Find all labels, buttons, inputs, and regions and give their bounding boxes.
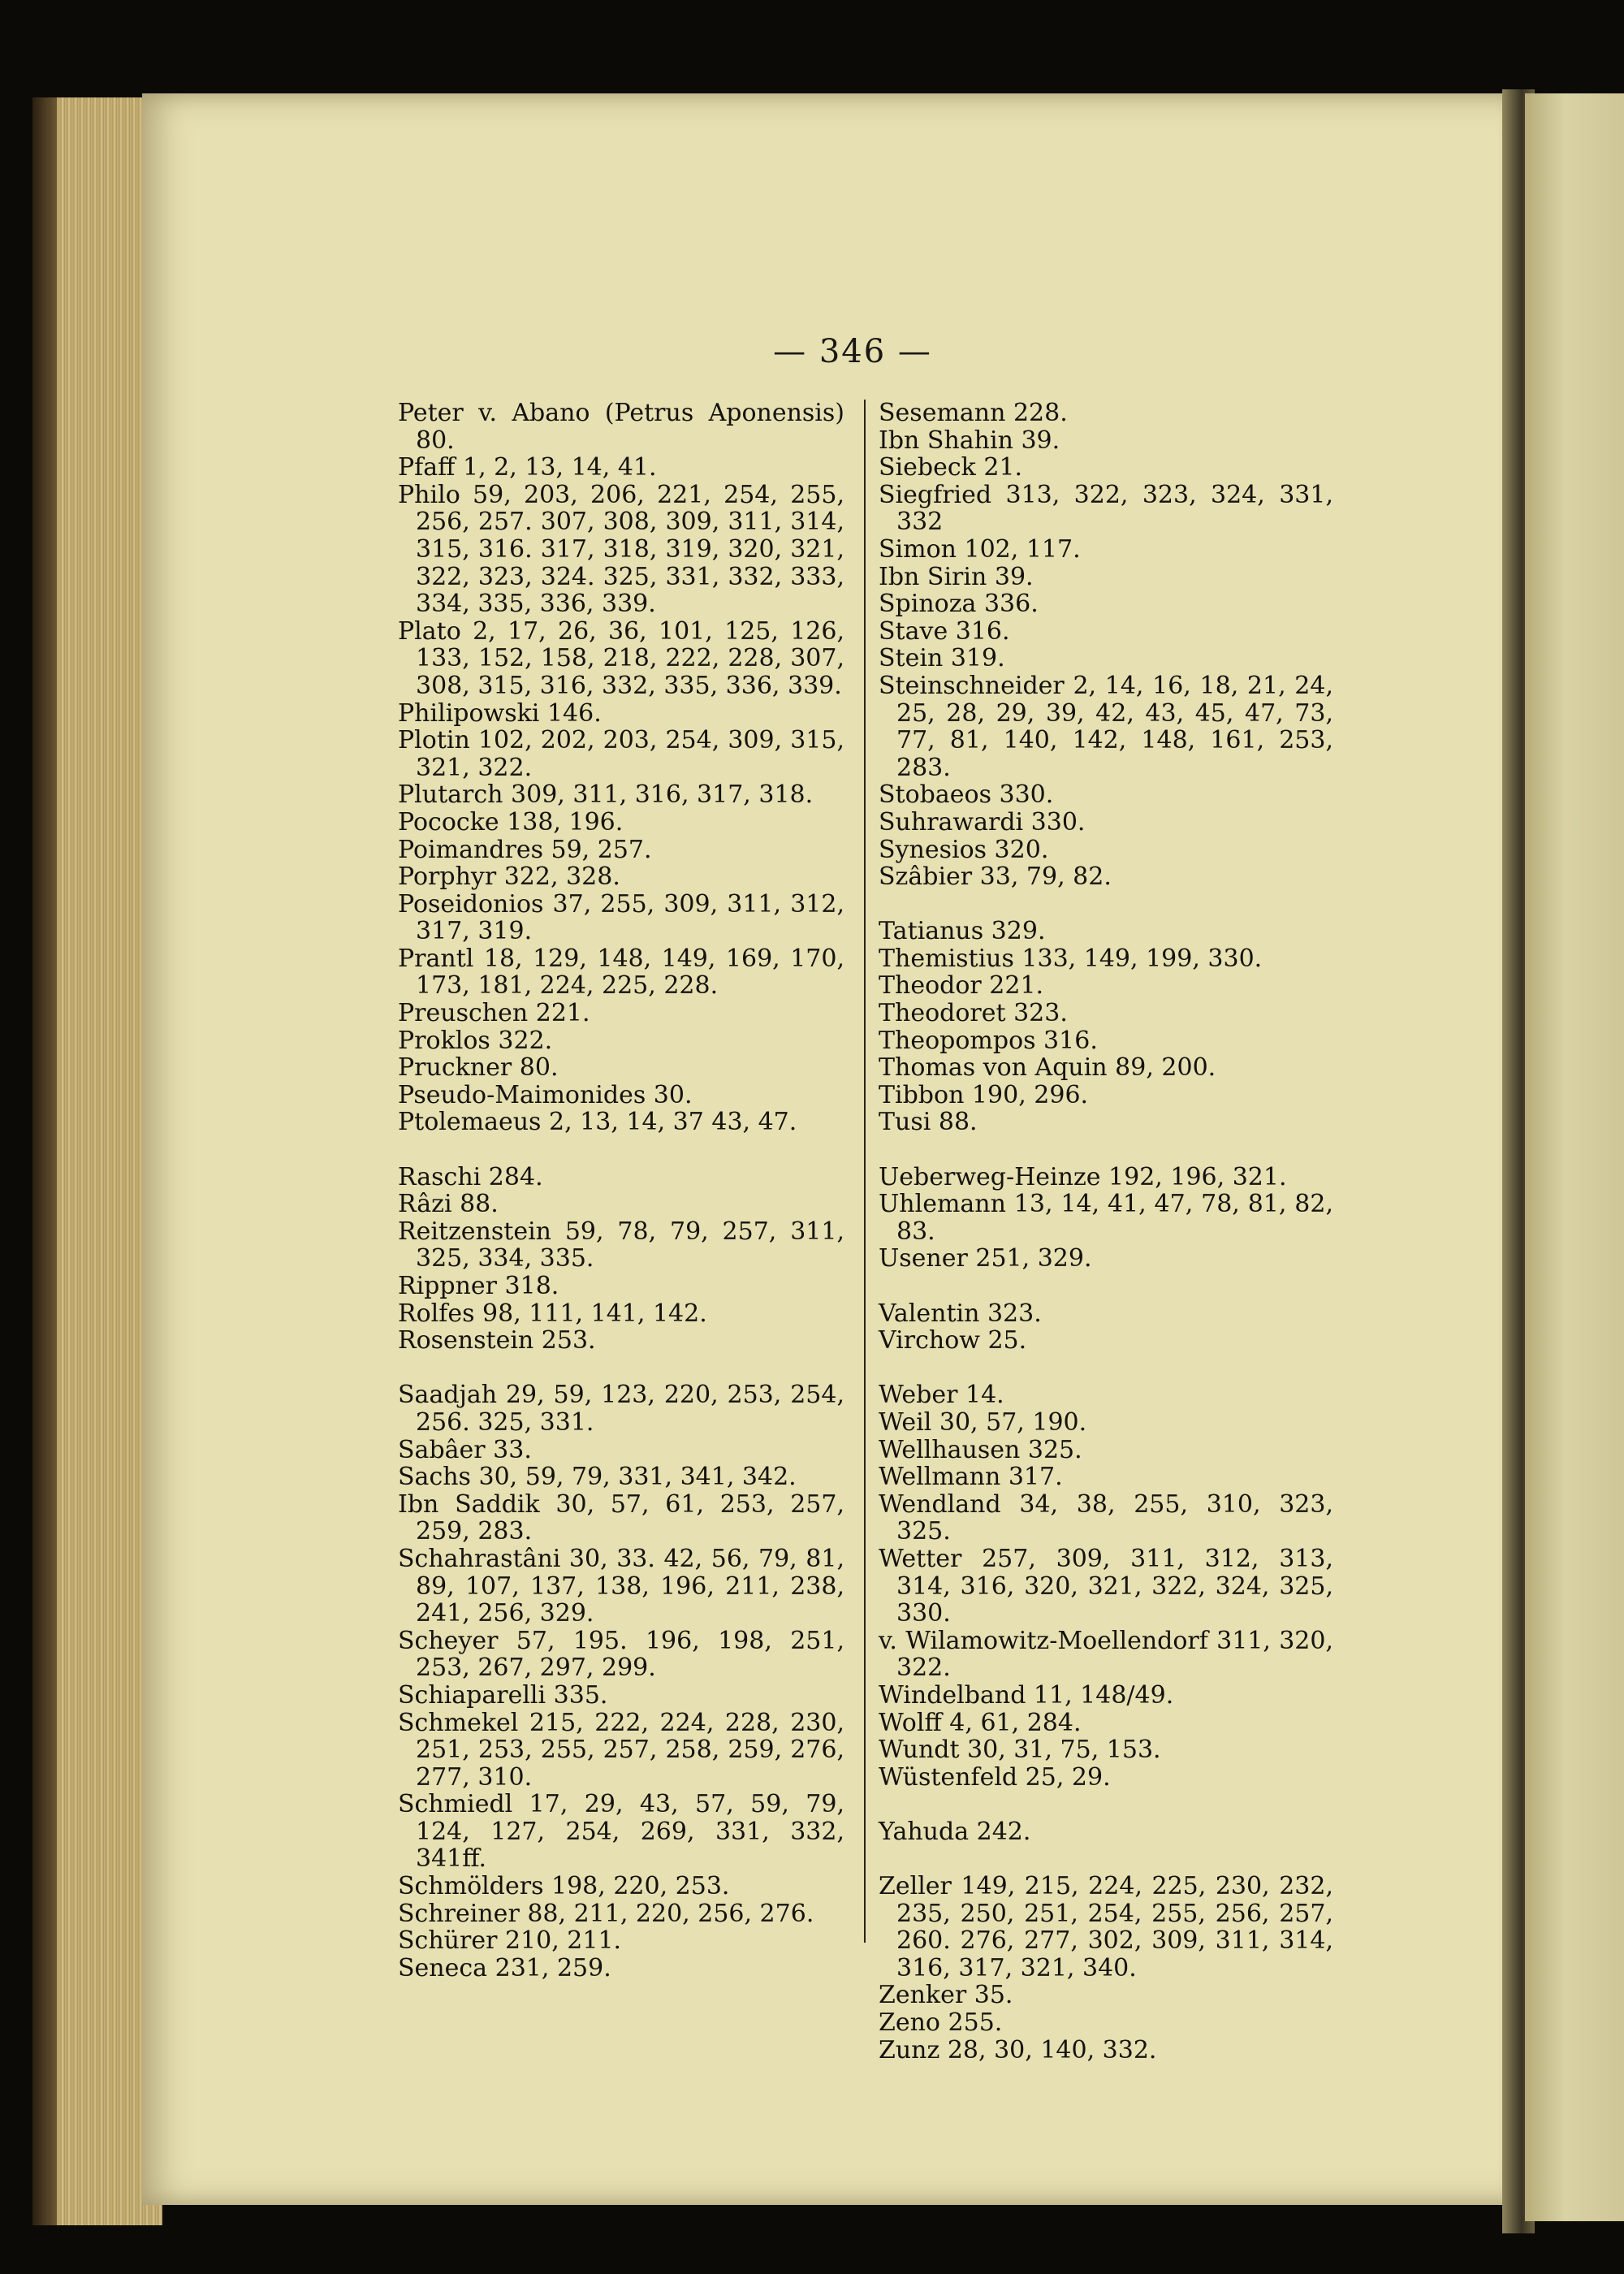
index-entry: Preuschen 221. [398,999,590,1028]
index-entry: Stobaeos 330. [879,780,1054,810]
index-entry: Windelband 11, 148/49. [879,1680,1174,1710]
index-entry: Wundt 30, 31, 75, 153. [879,1736,1161,1765]
index-entry: Theopompos 316. [879,1026,1098,1055]
index-entry: Sabâer 33. [398,1435,532,1464]
index-entry: Yahuda 242. [879,1817,1031,1846]
index-entry: Wellhausen 325. [879,1435,1082,1464]
index-entry: Ueberweg-Heinze 192, 196, 321. [879,1162,1287,1191]
index-entry: Porphyr 322, 328. [398,862,620,892]
index-entry: Suhrawardi 330. [879,807,1086,837]
index-entry: Synesios 320. [879,835,1049,864]
index-entry: Stave 316. [879,616,1010,646]
index-entry: Weber 14. [879,1381,1004,1410]
index-entry: Pseudo-Maimonides 30. [398,1080,693,1109]
index-entry: Thomas von Aquin 89, 200. [879,1053,1216,1083]
index-entry: Theodor 221. [879,971,1044,1001]
index-entry: Schiaparelli 335. [398,1680,608,1710]
index-entry: Ibn Saddik 30, 57, 61, 253, 257, 259, 283. [398,1489,844,1546]
index-entry: Philipowski 146. [398,698,602,728]
index-entry: Wendland 34, 38, 255, 310, 323, 325. [879,1489,1333,1546]
index-entry: Uhlemann 13, 14, 41, 47, 78, 81, 82, 83. [879,1190,1333,1246]
index-entry: Plutarch 309, 311, 316, 317, 318. [398,780,814,810]
index-entry: Scheyer 57, 195. 196, 198, 251, 253, 267, 297, 299. [398,1626,844,1683]
index-entry: Themistius 133, 149, 199, 330. [879,944,1263,973]
index-entry: Wetter 257, 309, 311, 312, 313, 314, 316, 320, 321, 322, 324, 325, 330. [879,1544,1333,1628]
index-entry: Râzi 88. [398,1190,499,1219]
index-entry: Tatianus 329. [879,917,1046,946]
section-gap [879,891,1333,919]
section-gap [398,1136,844,1164]
index-entry: Saadjah 29, 59, 123, 220, 253, 254, 256. 325, 331. [398,1381,844,1437]
index-entry: Pfaff 1, 2, 13, 14, 41. [398,453,657,482]
index-entry: Ibn Shahin 39. [879,426,1060,455]
section-gap [879,1791,1333,1818]
index-entry: Rippner 318. [398,1272,559,1300]
index-entry: Pococke 138, 196. [398,807,624,837]
index-entry: Zunz 28, 30, 140, 332. [879,2035,1157,2064]
column-divider [864,400,866,1943]
index-entry: Poimandres 59, 257. [398,835,652,864]
index-entry: Schürer 210, 211. [398,1926,622,1956]
index-entry: Schahrastâni 30, 33. 42, 56, 79, 81, 89, 107, 137, 138, 196, 211, 238, 241, 256, 329. [398,1544,844,1628]
index-entry: Weil 30, 57, 190. [879,1407,1087,1437]
index-entry: Siebeck 21. [879,453,1023,482]
book-edge-shadow [32,97,57,2225]
index-entry: Seneca 231, 259. [398,1953,611,1982]
index-entry: Spinoza 336. [879,590,1039,619]
index-entry: Steinschneider 2, 14, 16, 18, 21, 24, 25, 28, 29, 39, 42, 43, 45, 47, 73, 77, 81, 140, 142, 148, 161, 253, 283. [879,671,1333,782]
index-column-right [879,400,1333,2064]
index-entry: Wüstenfeld 25, 29. [879,1762,1111,1792]
index-entry: Peter v. Abano (Petrus Aponensis) 80. [398,399,844,455]
index-entry: Proklos 322. [398,1026,553,1055]
index-entry: Virchow 25. [879,1326,1027,1355]
section-gap [879,1845,1333,1873]
index-entry: Pruckner 80. [398,1053,559,1083]
facing-page [1525,93,1624,2221]
index-entry: v. Wilamowitz-Moellendorf 311, 320, 322. [879,1626,1333,1683]
index-entry: Tibbon 190, 296. [879,1080,1089,1109]
section-gap [879,1273,1333,1300]
index-entry: Usener 251, 329. [879,1244,1092,1273]
index-entry: Poseidonios 37, 255, 309, 311, 312, 317, 319. [398,889,844,946]
index-column-left [398,400,844,1982]
index-entry: Philo 59, 203, 206, 221, 254, 255, 256, 257. 307, 308, 309, 311, 314, 315, 316. 317, 318, 319, 320, 321, 322, 323, 324. 325, 331, 332, 333, 334, 335, 336, 339. [398,480,844,619]
index-entry: Plato 2, 17, 26, 36, 101, 125, 126, 133, 152, 158, 218, 222, 228, 307, 308, 315, 316, 332, 335, 336, 339. [398,616,844,700]
index-entry: Zeno 255. [879,2008,1003,2038]
index-entry: Wellmann 317. [879,1463,1063,1492]
index-entry: Zeller 149, 215, 224, 225, 230, 232, 235, 250, 251, 254, 255, 256, 257, 260. 276, 277, 302, 309, 311, 314, 316, 317, 321, 340. [879,1872,1333,1982]
index-entry: Plotin 102, 202, 203, 254, 309, 315, 321, 322. [398,726,844,782]
index-entry: Ibn Sirin 39. [879,562,1034,591]
index-entry: Wolff 4, 61, 284. [879,1708,1082,1737]
index-entry: Prantl 18, 129, 148, 149, 169, 170, 173, 181, 224, 225, 228. [398,944,844,1001]
section-gap [398,1355,844,1382]
page-number: — 346 — [773,333,932,370]
index-entry: Valentin 323. [879,1299,1042,1328]
section-gap [879,1355,1333,1382]
index-entry: Sachs 30, 59, 79, 331, 341, 342. [398,1463,797,1492]
index-entry: Raschi 284. [398,1162,543,1191]
index-entry: Reitzenstein 59, 78, 79, 257, 311, 325, 334, 335. [398,1217,844,1273]
index-entry: Schmekel 215, 222, 224, 228, 230, 251, 253, 255, 257, 258, 259, 276, 277, 310. [398,1708,844,1792]
section-gap [879,1136,1333,1164]
index-entry: Stein 319. [879,644,1005,673]
index-entry: Rolfes 98, 111, 141, 142. [398,1299,707,1328]
index-entry: Theodoret 323. [879,999,1068,1028]
index-entry: Zenker 35. [879,1981,1013,2010]
index-entry: Siegfried 313, 322, 323, 324, 331, 332 [879,480,1333,537]
index-entry: Rosenstein 253. [398,1326,596,1355]
index-entry: Tusi 88. [879,1108,978,1137]
index-entry: Simon 102, 117. [879,534,1081,564]
index-entry: Szâbier 33, 79, 82. [879,862,1112,892]
index-entry: Sesemann 228. [879,399,1068,427]
index-entry: Ptolemaeus 2, 13, 14, 37 43, 47. [398,1108,797,1137]
index-entry: Schreiner 88, 211, 220, 256, 276. [398,1899,814,1928]
index-entry: Schmiedl 17, 29, 43, 57, 59, 79, 124, 127, 254, 269, 331, 332, 341ff. [398,1790,844,1874]
index-entry: Schmölders 198, 220, 253. [398,1872,730,1901]
